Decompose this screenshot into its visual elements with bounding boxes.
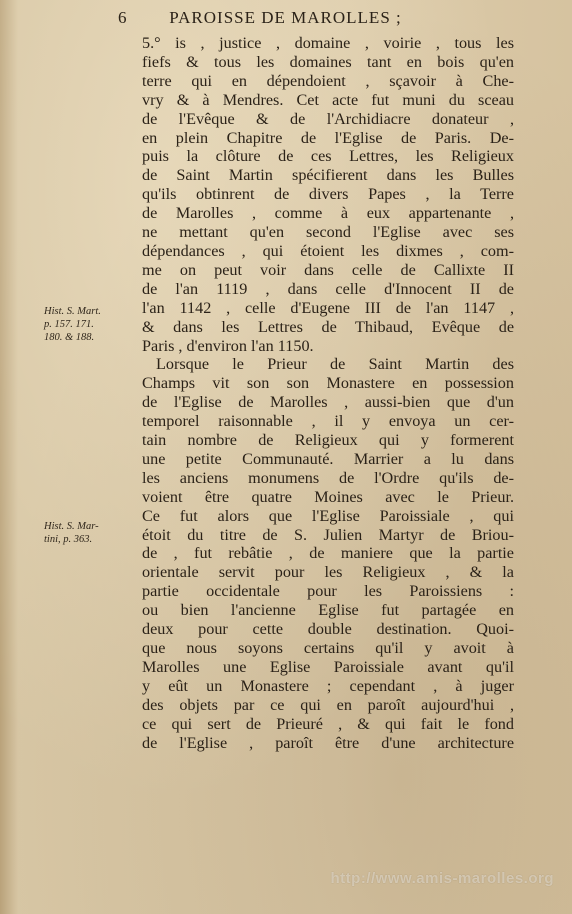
text-line: tain nombre de Religieux qui y formerent [142, 431, 514, 450]
watermark: http://www.amis-marolles.org [330, 870, 554, 887]
text-line: qu'ils obtinrent de divers Papes , la Terre [142, 185, 514, 204]
text-line: des objets par ce qui en paroît aujourd'hui , [142, 695, 514, 714]
text-line: dépendances , qui étoient les dixmes , com- [142, 241, 514, 260]
text-line: 5.° is , justice , domaine , voirie , tous les [142, 34, 514, 52]
text-line: deux pour cette double destination. Quoi- [142, 620, 514, 639]
text-line: temporel raisonnable , il y envoya un cer- [142, 412, 514, 431]
text-line: de Saint Martin spécifierent dans les Bulles [142, 166, 514, 185]
text-line: voient être quatre Moines avec le Prieur. [142, 487, 514, 506]
running-title: PAROISSE DE MAROLLES ; [169, 8, 402, 27]
text-line: une petite Communauté. Marrier a lu dans [142, 449, 514, 468]
text-line: fiefs & tous les domaines tant en bois qu'en [142, 52, 514, 71]
margin-note-line: Hist. S. Mar- [44, 521, 99, 532]
text-line: Paris , d'environ l'an 1150. [142, 336, 314, 355]
margin-note-line: Hist. S. Mart. [44, 306, 101, 317]
text-line: Ce fut alors que l'Eglise Paroissiale , qui [142, 506, 514, 525]
text-line: ne mettant qu'en second l'Eglise avec ses [142, 223, 514, 242]
body-text [142, 34, 514, 752]
text-line: que nous soyons certains qu'il y avoit à [142, 639, 514, 657]
text-line: étoit du titre de S. Julien Martyr de Briou- [142, 525, 514, 544]
text-line: ce qui sert de Prieuré , & qui fait le fond [142, 714, 514, 733]
text-line: les anciens monumens de l'Ordre qu'ils de- [142, 468, 514, 487]
text-line: orientale servit pour les Religieux , & la [142, 563, 514, 582]
text-line: de l'Evêque & de l'Archidiacre donateur , [142, 109, 514, 128]
text-line: de l'Eglise , paroît être d'une architecture [142, 733, 514, 752]
text-line: de Marolles , comme à eux appartenante , [142, 204, 514, 223]
text-line: Lorsque le Prieur de Saint Martin des [156, 355, 514, 374]
text-line: terre qui en dépendoient , sçavoir à Che- [142, 71, 514, 90]
running-header [118, 8, 558, 28]
margin-note-2 [44, 520, 140, 546]
text-line: Champs vit son son Monastere en possession [142, 374, 514, 393]
text-line: partie occidentale pour les Paroissiens : [142, 582, 514, 601]
text-line: ou bien l'ancienne Eglise fut partagée en [142, 601, 514, 620]
page-number: 6 [118, 8, 128, 27]
margin-note-line: tini, p. 363. [44, 534, 93, 545]
text-line: y eût un Monastere ; cependant , à juger [142, 676, 514, 695]
text-line: en plein Chapitre de l'Eglise de Paris. De- [142, 128, 514, 147]
margin-note-line: 180. & 188. [44, 332, 95, 343]
margin-note-line: p. 157. 171. [44, 319, 94, 330]
text-line: & dans les Lettres de Thibaud, Evêque de [142, 317, 514, 336]
text-line: l'an 1142 , celle d'Eugene III de l'an 1147 , [142, 298, 514, 317]
text-line: de , fut rebâtie , de maniere que la partie [142, 544, 514, 563]
text-line: puis la clôture de ces Lettres, les Religieux [142, 147, 514, 166]
text-line: Marolles une Eglise Paroissiale avant qu'il [142, 657, 514, 676]
text-line: vry & à Mendres. Cet acte fut muni du sceau [142, 90, 514, 109]
text-line: de l'Eglise de Marolles , aussi-bien que d'un [142, 393, 514, 412]
text-line: de l'an 1119 , dans celle d'Innocent II de [142, 279, 514, 298]
margin-note-1 [44, 305, 140, 344]
text-line: me on peut voir dans celle de Callixte II [142, 260, 514, 279]
